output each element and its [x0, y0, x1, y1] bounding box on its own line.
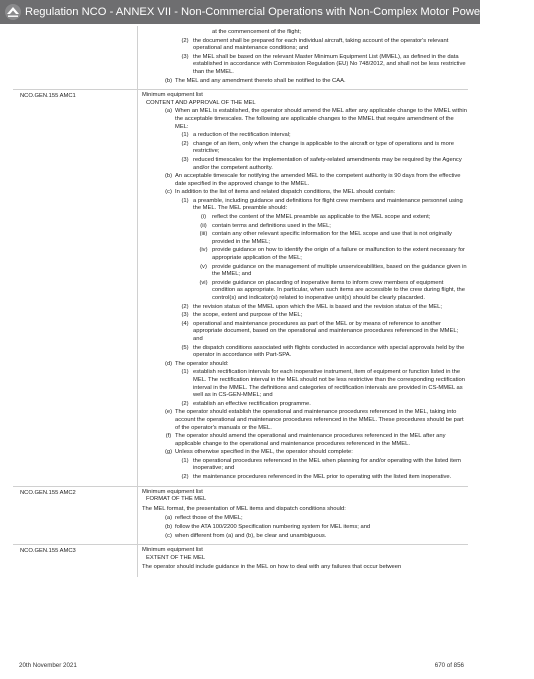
item-text: at the commencement of the flight; — [212, 29, 301, 35]
item-text: Unless otherwise specified in the MEL, the operator should complete: — [175, 449, 353, 456]
item-label: (4) — [181, 320, 189, 327]
list-item — [142, 449, 468, 457]
content-cell — [138, 90, 468, 486]
item-label: (a) — [164, 108, 173, 115]
list-item — [142, 401, 468, 409]
item-text: change of an item, only when the change is applicable to the aircraft or type of operations and is more restrictive; — [193, 140, 455, 155]
item-text: In addition to the list of items and related dispatch conditions, the MEL should contain: — [175, 189, 396, 196]
list-item — [142, 198, 468, 213]
item-label — [195, 29, 212, 37]
item-text: follow the ATA 100/2200 Specification numbering system for MEL items; and — [175, 524, 371, 531]
item-text: provide guidance on how to identify the origin of a failure or malfunction to the extent necessary for appropriate application of the MEL; — [212, 247, 465, 262]
list-item — [142, 38, 468, 53]
list-item — [142, 369, 468, 399]
item-label: (c) — [165, 532, 172, 539]
item-label: (b) — [164, 173, 173, 180]
list-item — [142, 474, 468, 482]
section-heading: Minimum equipment list — [142, 488, 203, 495]
paragraph: The operator should include guidance in the MEL on how to deal with any failures that occur between — [142, 564, 402, 571]
regulation-table — [13, 26, 468, 653]
item-label: (d) — [164, 360, 173, 367]
item-label: (2) — [181, 303, 189, 310]
page-number: 670 of 856 — [434, 662, 464, 669]
section-subheading: FORMAT OF THE MEL — [146, 496, 207, 503]
list-item — [142, 280, 468, 303]
item-label: (3) — [181, 156, 189, 163]
list-item — [142, 173, 468, 188]
regulation-row — [13, 26, 468, 89]
item-text: the revision status of the MMEL upon which the MEL is based and the revision status of the MEL; — [193, 303, 442, 310]
item-text: the maintenance procedures referenced in the MEL prior to operating with the listed item inoperative. — [193, 474, 452, 481]
item-label: (v) — [200, 263, 207, 270]
item-text: The operator should establish the operational and maintenance procedures referenced in the MEL, taking into account the operational and maintenance procedures referenced in the MMEL. These procedures should be part of the operator's manuals or the MEL. — [175, 409, 464, 431]
item-text: The operator should: — [175, 360, 229, 367]
page-header — [0, 0, 534, 24]
list-item — [142, 524, 468, 532]
item-label: (ii) — [200, 222, 207, 229]
content-cell — [138, 545, 468, 577]
item-text: a reduction of the rectification interval; — [193, 132, 291, 139]
content-cell — [138, 26, 468, 89]
item-text: provide guidance on placarding of inoperative items to inform crew members of equipment condition as appropriate. In particular, when such items are accessible to the crew during flight, the control(s) and indicator(s) related to inoperative unit(s) should be clearly placarded. — [212, 279, 465, 301]
item-label: (b) — [164, 524, 173, 531]
reference-cell — [13, 26, 138, 89]
item-text: contain any other relevant specific information for the MEL scope and use that is not originally provided in the MMEL; — [212, 231, 452, 245]
item-text: reduced timescales for the implementation of safety-related amendments may be required by the Agency and/or the competent authority. — [193, 156, 462, 171]
list-item — [142, 29, 468, 37]
item-label: (2) — [181, 140, 189, 147]
item-label: (1) — [181, 457, 189, 464]
reference-cell: NCO.GEN.155 AMC3 — [13, 545, 138, 577]
item-text: the dispatch conditions associated with flights conducted in accordance with special approvals held by the operator in accordance with Part-SPA. — [193, 344, 465, 359]
item-label: (vi) — [199, 279, 208, 286]
list-item — [142, 54, 468, 77]
item-text: reflect those of the MMEL; — [175, 515, 243, 522]
list-item — [142, 141, 468, 156]
list-item — [142, 157, 468, 172]
item-label: (g) — [164, 449, 173, 456]
item-text: reflect the content of the MMEL preamble as applicable to the MEL scope and extent; — [212, 214, 431, 221]
list-item — [142, 345, 468, 360]
item-label: (3) — [181, 312, 189, 319]
item-text: establish an effective rectification programme. — [193, 400, 311, 407]
list-item — [142, 312, 468, 320]
list-item — [142, 247, 468, 262]
item-text: the document shall be prepared for each individual aircraft, taking account of the operator's relevant operational and maintenance conditions; and — [193, 37, 449, 52]
item-label: (1) — [181, 132, 189, 139]
item-label: (b) — [164, 77, 173, 84]
item-label: (2) — [181, 37, 189, 44]
item-text: An acceptable timescale for notifying the amended MEL to the competent authority is 90 days from the effective date specified in the approved change to the MMEL. — [175, 173, 461, 187]
reference-cell: NCO.GEN.155 AMC1 — [13, 90, 138, 486]
item-text: when different from (a) and (b), be clear and unambiguous. — [175, 532, 327, 539]
footer-date: 20th November 2021 — [19, 662, 77, 669]
item-label: (2) — [181, 400, 189, 407]
list-item — [142, 304, 468, 312]
item-label: (5) — [181, 344, 189, 351]
item-text: contain terms and definitions used in the MEL; — [212, 222, 331, 229]
list-item — [142, 264, 468, 279]
item-text: the scope, extent and purpose of the MEL; — [193, 312, 303, 319]
item-label: (e) — [164, 409, 173, 416]
section-heading: Minimum equipment list — [142, 547, 203, 554]
easa-logo-icon — [4, 3, 22, 21]
item-label: (f) — [165, 433, 172, 440]
item-label: (iv) — [199, 247, 208, 254]
item-label: (i) — [200, 214, 207, 221]
list-item — [142, 361, 468, 369]
item-text: provide guidance on the management of multiple unserviceabilities, based on the guidance given in the MMEL; and — [212, 263, 467, 278]
section-subheading: EXTENT OF THE MEL — [146, 554, 206, 561]
item-text: The operator should amend the operational and maintenance procedures referenced in the MEL after any applicable change to the operational and maintenance procedures referenced in the MMEL. — [175, 433, 446, 447]
item-label: (iii) — [199, 231, 208, 238]
item-label: (1) — [181, 369, 189, 376]
list-item — [142, 78, 468, 86]
regulation-row — [13, 89, 468, 486]
list-item — [142, 433, 468, 448]
item-text: the MEL shall be based on the relevant Master Minimum Equipment List (MMEL), as defined in the data established in accordance with Commission Regulation (EU) No 748/2012, and shall not be less restrictive than the MMEL. — [193, 53, 466, 75]
item-label: (c) — [165, 189, 172, 196]
list-item — [142, 132, 468, 140]
item-text: the operational procedures referenced in the MEL when planning for and/or operating with the listed item inoperative; and — [193, 457, 461, 472]
document-title: Regulation NCO - ANNEX VII - Non-Commercial Operations with Non-Complex Motor Powered Aircraft — [25, 6, 534, 18]
item-label: (2) — [181, 474, 189, 481]
list-item — [142, 108, 468, 131]
list-item — [142, 533, 468, 541]
item-text: When an MEL is established, the operator should amend the MEL after any applicable change to the MMEL within the acceptable timescales. The following are applicable changes to the MMEL that require amendment of the MEL: — [175, 108, 467, 130]
page-footer — [0, 659, 480, 679]
reference-cell: NCO.GEN.155 AMC2 — [13, 487, 138, 545]
item-text: establish rectification intervals for each inoperative instrument, item of equipment or function listed in the MEL. The rectification interval in the MEL should not be less restrictive than the corresponding rectification interval in the MMEL. The definitions and categories of rectification intervals are provided in CS-MMEL as well as in CS-GEN-MMEL; and — [193, 369, 465, 399]
regulation-row — [13, 544, 468, 577]
list-item — [142, 231, 468, 246]
section-heading: Minimum equipment list — [142, 92, 203, 99]
list-item — [142, 409, 468, 432]
item-label: (1) — [181, 197, 189, 204]
item-text: The MEL and any amendment thereto shall be notified to the CAA. — [175, 77, 346, 84]
item-label: (a) — [164, 515, 173, 522]
content-cell — [138, 487, 468, 545]
list-item — [142, 189, 468, 197]
section-subheading: CONTENT AND APPROVAL OF THE MEL — [146, 99, 256, 106]
list-item — [142, 458, 468, 473]
item-label: (3) — [181, 53, 189, 60]
list-item — [142, 515, 468, 523]
list-item — [142, 321, 468, 344]
list-item — [142, 223, 468, 231]
item-text: operational and maintenance procedures as part of the MEL or by means of reference to another appropriate document, based on the operational and maintenance procedures referenced in the MMEL; and — [193, 320, 459, 342]
paragraph: The MEL format, the presentation of MEL items and dispatch conditions should: — [142, 505, 346, 512]
regulation-row — [13, 486, 468, 545]
item-text: a preamble, including guidance and definitions for flight crew members and maintenance personnel using the MEL. The MEL preamble should: — [193, 197, 463, 212]
list-item — [142, 214, 468, 222]
